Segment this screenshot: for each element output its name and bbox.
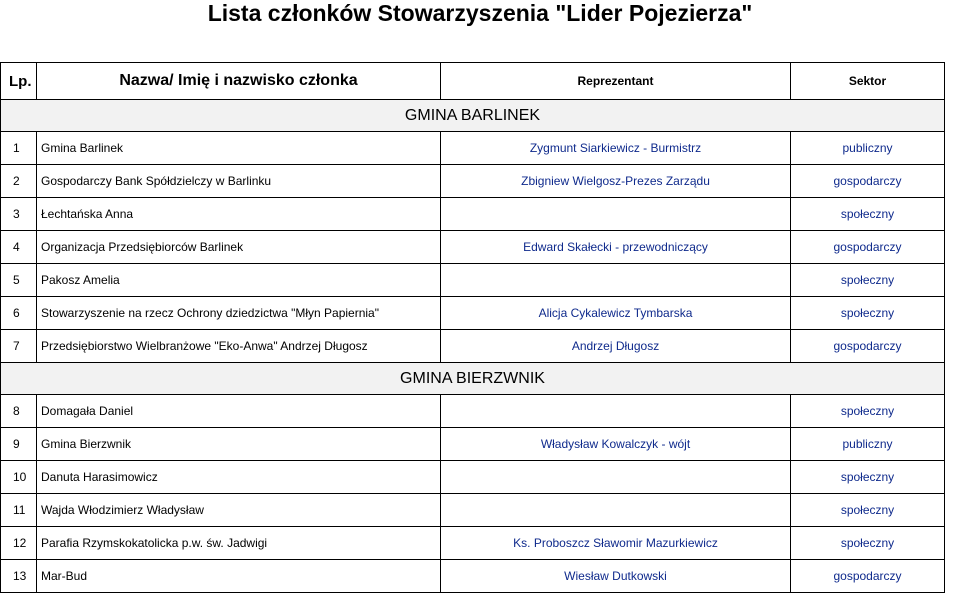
table-row: [1, 165, 945, 198]
table-row: [1, 132, 945, 165]
member-name: Gospodarczy Bank Spółdzielczy w Barlinku: [37, 165, 441, 198]
sector: społeczny: [791, 494, 945, 527]
row-number: 9: [1, 428, 37, 461]
row-number: 1: [1, 132, 37, 165]
header-row: [1, 63, 945, 100]
representative: Zbigniew Wielgosz-Prezes Zarządu: [441, 165, 791, 198]
table-row: [1, 297, 945, 330]
member-name: Wajda Włodzimierz Władysław: [37, 494, 441, 527]
row-number: 4: [1, 231, 37, 264]
representative: Władysław Kowalczyk - wójt: [441, 428, 791, 461]
sector: społeczny: [791, 198, 945, 231]
sector: gospodarczy: [791, 330, 945, 363]
member-name: Przedsiębiorstwo Wielbranżowe "Eko-Anwa" Andrzej Długosz: [37, 330, 441, 363]
member-name: Stowarzyszenie na rzecz Ochrony dziedzictwa "Młyn Papiernia": [37, 297, 441, 330]
representative: Zygmunt Siarkiewicz - Burmistrz: [441, 132, 791, 165]
member-name: Mar-Bud: [37, 560, 441, 593]
row-number: 7: [1, 330, 37, 363]
sector: publiczny: [791, 428, 945, 461]
sector: społeczny: [791, 264, 945, 297]
table-row: [1, 330, 945, 363]
member-name: Organizacja Przedsiębiorców Barlinek: [37, 231, 441, 264]
member-name: Danuta Harasimowicz: [37, 461, 441, 494]
table-row: [1, 461, 945, 494]
sector: gospodarczy: [791, 231, 945, 264]
sector: publiczny: [791, 132, 945, 165]
table-row: [1, 395, 945, 428]
member-name: Parafia Rzymskokatolicka p.w. św. Jadwigi: [37, 527, 441, 560]
table-row: [1, 231, 945, 264]
section-title: GMINA BARLINEK: [1, 100, 945, 132]
row-number: 13: [1, 560, 37, 593]
member-name: Gmina Barlinek: [37, 132, 441, 165]
row-number: 8: [1, 395, 37, 428]
header-representative: Reprezentant: [441, 63, 791, 100]
representative: Ks. Proboszcz Sławomir Mazurkiewicz: [441, 527, 791, 560]
sector: gospodarczy: [791, 560, 945, 593]
header-sector: Sektor: [791, 63, 945, 100]
row-number: 6: [1, 297, 37, 330]
sector: społeczny: [791, 297, 945, 330]
row-number: 12: [1, 527, 37, 560]
sector: społeczny: [791, 461, 945, 494]
representative: [441, 494, 791, 527]
table-row: [1, 428, 945, 461]
header-name: Nazwa/ Imię i nazwisko członka: [37, 63, 441, 100]
sector: społeczny: [791, 395, 945, 428]
table-row: [1, 527, 945, 560]
representative: Edward Skałecki - przewodniczący: [441, 231, 791, 264]
representative: [441, 264, 791, 297]
member-name: Domagała Daniel: [37, 395, 441, 428]
table-row: [1, 494, 945, 527]
row-number: 10: [1, 461, 37, 494]
table-row: [1, 264, 945, 297]
representative: [441, 395, 791, 428]
representative: Andrzej Długosz: [441, 330, 791, 363]
representative: [441, 461, 791, 494]
representative: Wiesław Dutkowski: [441, 560, 791, 593]
representative: [441, 198, 791, 231]
document-title: Lista członków Stowarzyszenia "Lider Pojezierza": [207, 0, 753, 26]
header-lp: Lp.: [1, 63, 37, 100]
section-header-row: [1, 100, 945, 132]
member-name: Pakosz Amelia: [37, 264, 441, 297]
sector: gospodarczy: [791, 165, 945, 198]
member-name: Gmina Bierzwnik: [37, 428, 441, 461]
row-number: 5: [1, 264, 37, 297]
member-name: Łechtańska Anna: [37, 198, 441, 231]
members-table: [0, 62, 945, 593]
row-number: 3: [1, 198, 37, 231]
sector: społeczny: [791, 527, 945, 560]
row-number: 2: [1, 165, 37, 198]
representative: Alicja Cykalewicz Tymbarska: [441, 297, 791, 330]
section-title: GMINA BIERZWNIK: [1, 363, 945, 395]
table-row: [1, 560, 945, 593]
row-number: 11: [1, 494, 37, 527]
table-row: [1, 198, 945, 231]
section-header-row: [1, 363, 945, 395]
